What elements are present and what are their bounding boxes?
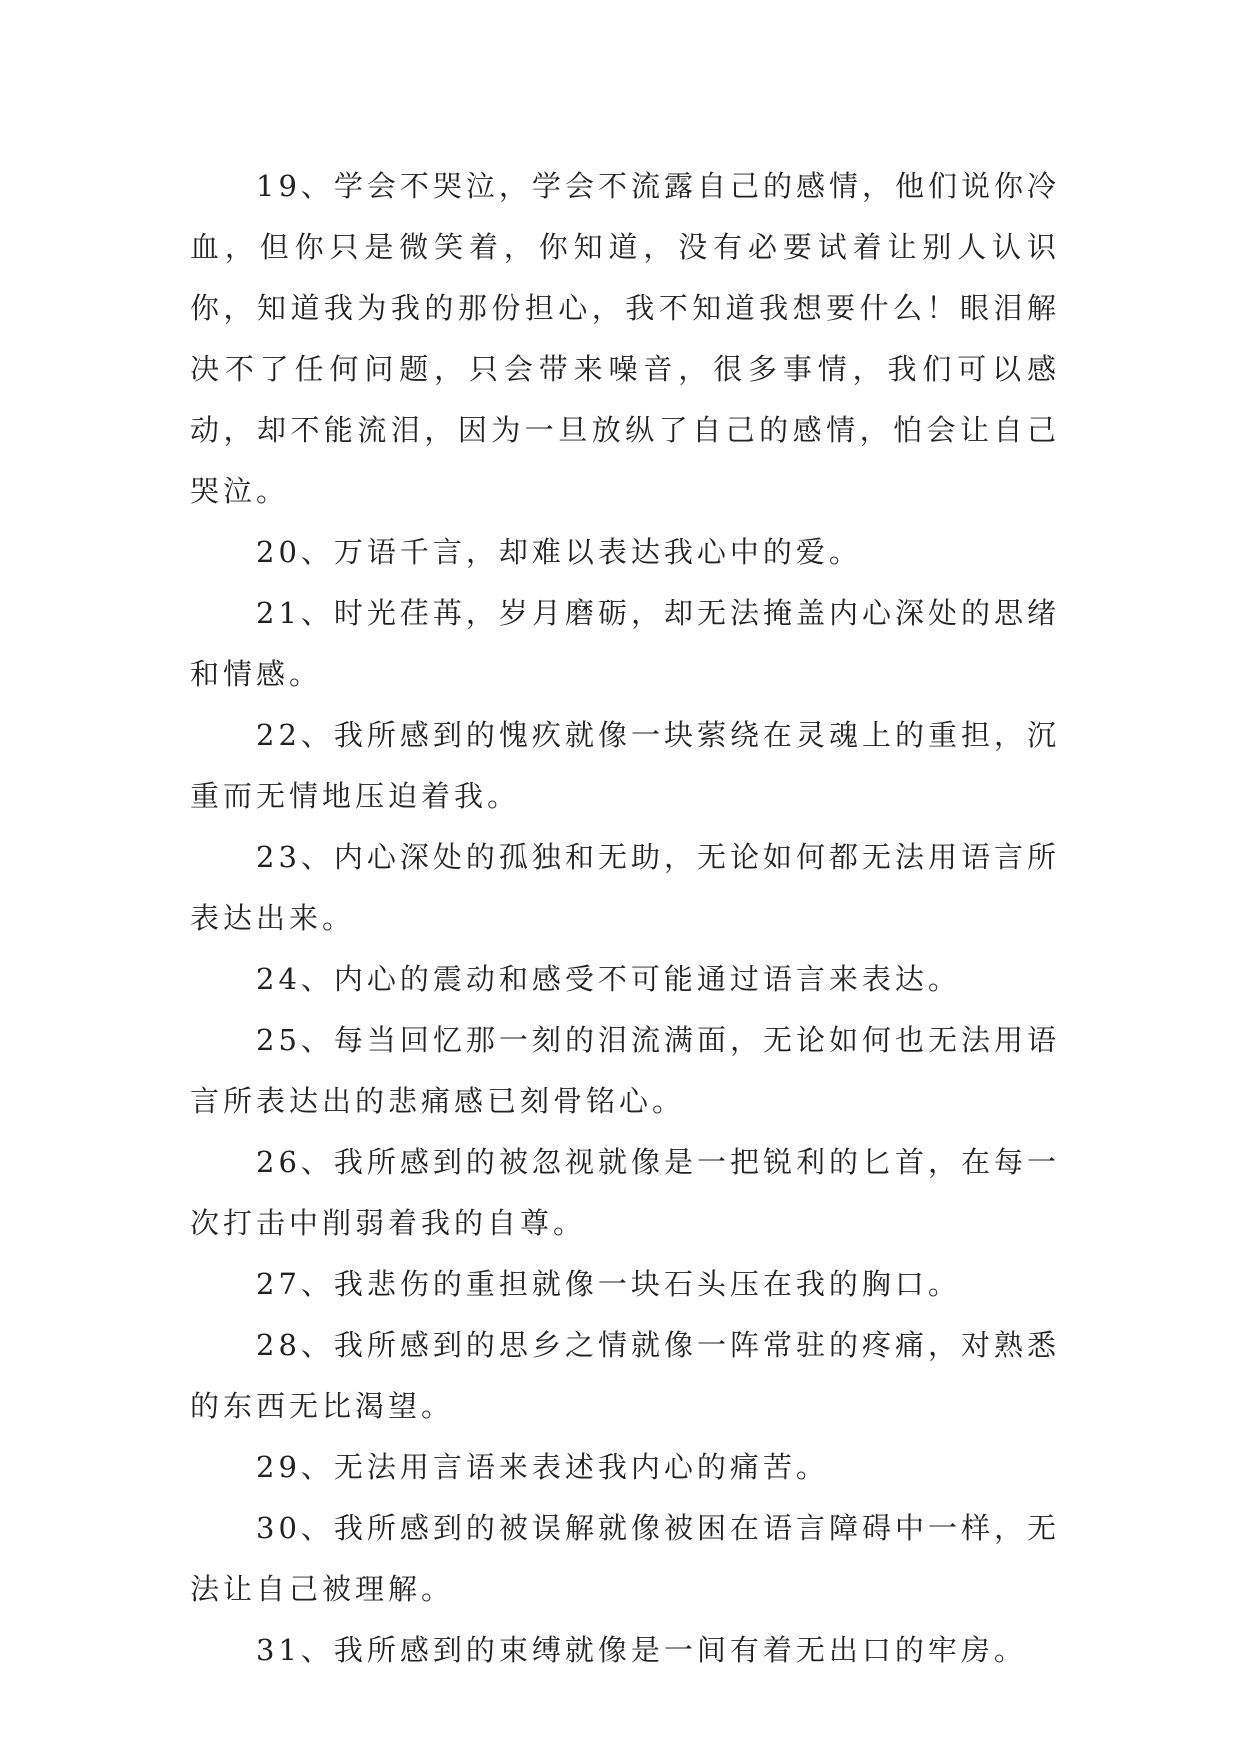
paragraph-28: 28、我所感到的思乡之情就像一阵常驻的疼痛，对熟悉的东西无比渴望。 bbox=[190, 1328, 1060, 1423]
paragraph-19: 19、学会不哭泣，学会不流露自己的感情，他们说你冷血，但你只是微笑着，你知道，没有必要试着让别人认识你，知道我为我的那份担心，我不知道我想要什么！眼泪解决不了任何问题，只会带来噪音，很多事情，我们可以感动，却不能流泪，因为一旦放纵了自己的感情，怕会让自己哭泣。 bbox=[190, 169, 1060, 508]
document-body bbox=[190, 156, 1060, 1681]
paragraph-27: 27、我悲伤的重担就像一块石头压在我的胸口。 bbox=[256, 1267, 961, 1301]
paragraph-30: 30、我所感到的被误解就像被困在语言障碍中一样，无法让自己被理解。 bbox=[190, 1511, 1060, 1606]
paragraph-23: 23、内心深处的孤独和无助，无论如何都无法用语言所表达出来。 bbox=[190, 840, 1060, 935]
paragraph-31: 31、我所感到的束缚就像是一间有着无出口的牢房。 bbox=[256, 1633, 1027, 1667]
paragraph-29: 29、无法用言语来表述我内心的痛苦。 bbox=[256, 1450, 829, 1484]
paragraph-20: 20、万语千言，却难以表达我心中的爱。 bbox=[256, 535, 862, 569]
paragraph-26: 26、我所感到的被忽视就像是一把锐利的匕首，在每一次打击中削弱着我的自尊。 bbox=[190, 1145, 1060, 1240]
paragraph-21: 21、时光荏苒，岁月磨砺，却无法掩盖内心深处的思绪和情感。 bbox=[190, 596, 1060, 691]
paragraph-24: 24、内心的震动和感受不可能通过语言来表达。 bbox=[256, 962, 961, 996]
paragraph-25: 25、每当回忆那一刻的泪流满面，无论如何也无法用语言所表达出的悲痛感已刻骨铭心。 bbox=[190, 1023, 1060, 1118]
paragraph-22: 22、我所感到的愧疚就像一块萦绕在灵魂上的重担，沉重而无情地压迫着我。 bbox=[190, 718, 1060, 813]
